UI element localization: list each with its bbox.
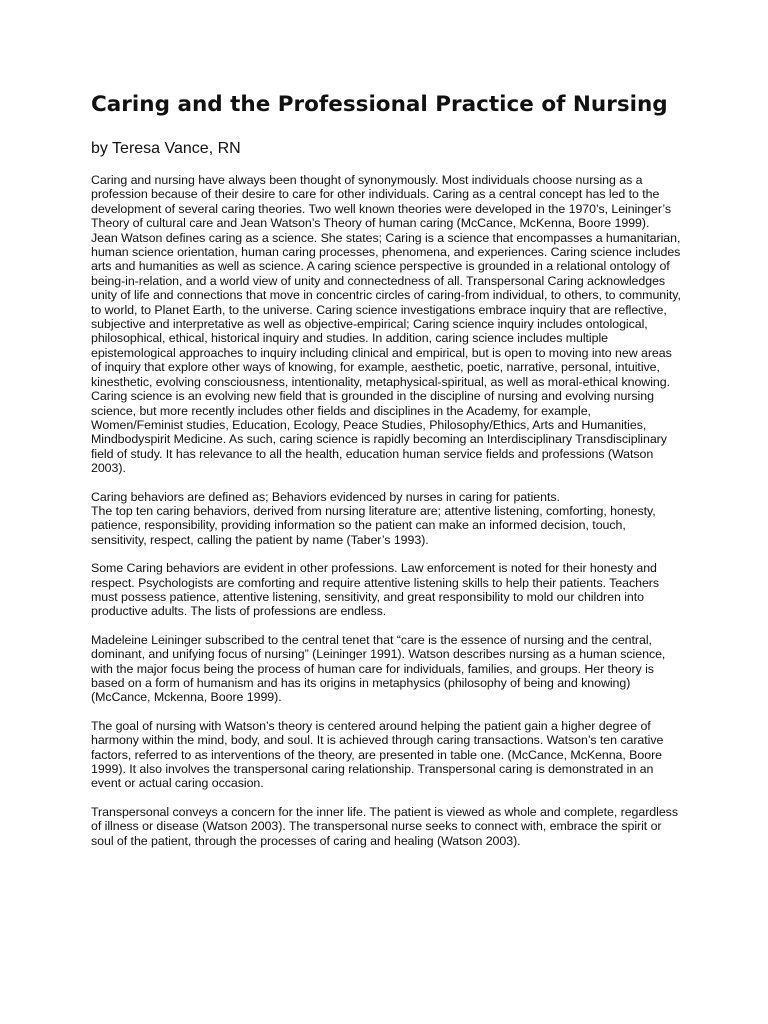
paragraph-other-professions: Some Caring behaviors are evident in other professions. Law enforcement is noted for their honesty and respect. Psychologists are comforting and require attentive listening skills to help their patients. Teachers must possess patience, attentive listening, sensitivity, and great responsibility to mold our children into productive adults. The lists of professions are endless. [91, 561, 660, 619]
document-body [91, 173, 681, 848]
paragraph-leininger: Madeleine Leininger subscribed to the central tenet that “care is the essence of nursing and the central, dominant, and unifying focus of nursing” (Leininger 1991). Watson describes nursing as a human science, with the major focus being the process of human care for individuals, families, and groups. Her theory is based on a form of humanism and has its origins in metaphysics (philosophy of being and knowing) (McCance, Mckenna, Boore 1999). [91, 632, 666, 705]
paragraph-top-ten-behaviors: The top ten caring behaviors, derived from nursing literature are; attentive listening, comforting, honesty, patience, responsibility, providing information so the patient can make an informed decision, touch, sensitivity, respect, calling the patient by name (Taber’s 1993). [91, 503, 656, 547]
document-page [91, 90, 681, 848]
document-author: by Teresa Vance, RN [91, 140, 241, 157]
document-title: Caring and the Professional Practice of Nursing [91, 92, 668, 117]
paragraph-watson-goal: The goal of nursing with Watson’s theory is centered around helping the patient gain a higher degree of harmony within the mind, body, and soul. It is achieved through caring transactions. Watson’s ten carative factors, referred to as interventions of the theory, are presented in table one. (McCance, McKenna, Boore 1999). It also involves the transpersonal caring relationship. Transpersonal caring is demonstrated in an event or actual caring occasion. [91, 718, 664, 791]
paragraph-transpersonal: Transpersonal conveys a concern for the inner life. The patient is viewed as whole and complete, regardless of illness or disease (Watson 2003). The transpersonal nurse seeks to connect with, embrace the spirit or soul of the patient, through the processes of caring and healing (Watson 2003). [91, 804, 678, 848]
paragraph-watson-caring-science: Jean Watson defines caring as a science. She states; Caring is a science that encompasses a humanitarian, human science orientation, human caring processes, phenomena, and experiences. Caring science includes arts and humanities as well as science. A caring science perspective is grounded in a relational ontology of being-in-relation, and a world view of unity and connectedness of all. Transpersonal Caring acknowledges unity of life and connections that move in concentric circles of caring-from individual, to others, to community, to world, to Planet Earth, to the universe. Caring science investigations embrace inquiry that are reflective, subjective and interpretative as well as objective-empirical; Caring science inquiry includes ontological, philosophical, ethical, historical inquiry and studies. In addition, caring science includes multiple epistemological approaches to inquiry including clinical and empirical, but is open to moving into new areas of inquiry that explore other ways of knowing, for example, aesthetic, poetic, narrative, personal, intuitive, kinesthetic, evolving consciousness, intentionality, metaphysical-spiritual, as well as moral-ethical knowing. Caring science is an evolving new field that is grounded in the discipline of nursing and evolving nursing science, but more recently includes other fields and disciplines in the Academy, for example, Women/Feminist studies, Education, Ecology, Peace Studies, Philosophy/Ethics, Arts and Humanities, Mindbodyspirit Medicine. As such, caring science is rapidly becoming an Interdisciplinary Transdisciplinary field of study. It has relevance to all the health, education human service fields and professions (Watson 2003). [91, 230, 681, 476]
paragraph-caring-and-nursing: Caring and nursing have always been thought of synonymously. Most individuals choose nursing as a profession because of their desire to care for other individuals. Caring as a central concept has led to the development of several caring theories. Two well known theories were developed in the 1970’s, Leininger’s Theory of cultural care and Jean Watson’s Theory of human caring (McCance, McKenna, Boore 1999). [91, 173, 671, 231]
paragraph-caring-behaviors-definition: Caring behaviors are defined as; Behaviors evidenced by nurses in caring for patients. [91, 489, 560, 504]
